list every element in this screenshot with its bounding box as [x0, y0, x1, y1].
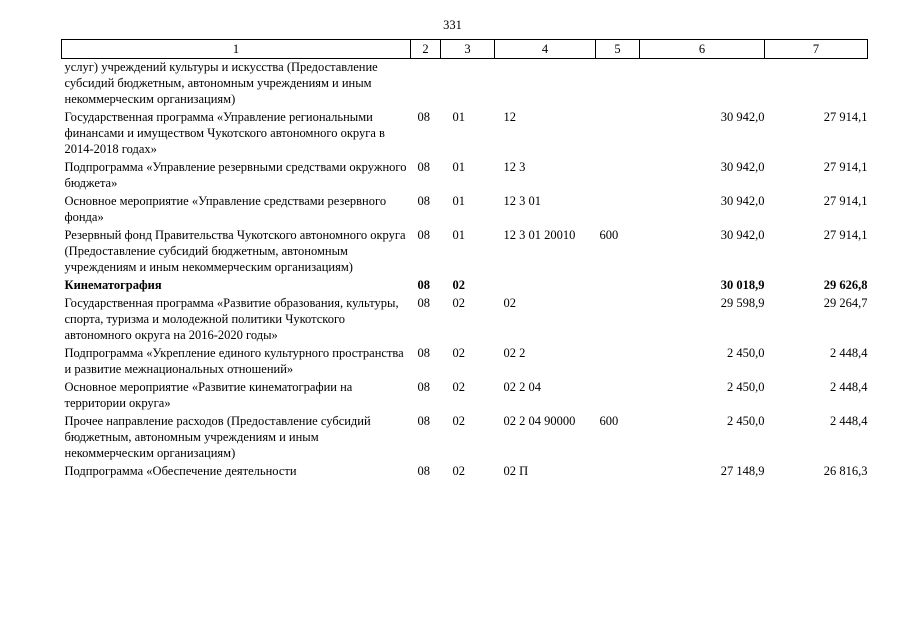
table-row [62, 109, 868, 159]
table-row [62, 413, 868, 463]
subsection-code: 01 [452, 160, 465, 174]
section-code: 08 [417, 278, 430, 292]
item-name: Прочее направление расходов (Предоставление субсидий бюджетным, автономным учреждениям и иным некоммерческим организациям) [64, 414, 371, 460]
executed-amount [765, 59, 868, 110]
target-article-code: 02 2 04 90000 [503, 414, 576, 428]
target-article-code: 02 2 04 [503, 380, 541, 394]
expense-type-code: 600 [599, 228, 619, 242]
approved-amount: 30 018,9 [720, 278, 765, 292]
table-row [62, 159, 868, 193]
target-article-code [495, 59, 596, 110]
expense-type-code [596, 463, 640, 481]
section-code: 08 [417, 414, 430, 428]
column-header: 7 [765, 40, 868, 59]
target-article-code: 02 2 [503, 346, 526, 360]
section-code: 08 [417, 110, 430, 124]
approved-amount: 30 942,0 [720, 110, 765, 124]
table-row [62, 59, 868, 110]
item-name: Основное мероприятие «Управление средствами резервного фонда» [64, 194, 387, 224]
section-code: 08 [417, 346, 430, 360]
expense-type-code [596, 277, 640, 295]
executed-amount: 27 914,1 [823, 194, 868, 208]
executed-amount: 2 448,4 [830, 380, 868, 394]
table-body [62, 59, 868, 482]
item-name: Подпрограмма «Управление резервными средствами окружного бюджета» [64, 160, 407, 190]
target-article-code: 02 П [503, 464, 529, 478]
subsection-code: 01 [452, 228, 465, 242]
executed-amount: 29 626,8 [823, 278, 868, 292]
expense-type-code [596, 345, 640, 379]
subsection-code: 02 [452, 380, 465, 394]
target-article-code: 02 [503, 296, 516, 310]
table-row [62, 463, 868, 481]
executed-amount: 2 448,4 [830, 346, 868, 360]
target-article-code [495, 277, 596, 295]
budget-table [61, 39, 868, 481]
subsection-code: 02 [452, 464, 465, 478]
approved-amount: 2 450,0 [727, 414, 765, 428]
executed-amount: 26 816,3 [823, 464, 868, 478]
table-row [62, 295, 868, 345]
column-number-row [62, 40, 868, 59]
table-row [62, 277, 868, 295]
column-header: 4 [495, 40, 596, 59]
item-name: Резервный фонд Правительства Чукотского автономного округа (Предоставление субсидий бюджетным, автономным учреждениям и иным некоммерческим организациям) [64, 228, 406, 274]
executed-amount: 29 264,7 [823, 296, 868, 310]
approved-amount: 30 942,0 [720, 194, 765, 208]
table-row [62, 227, 868, 277]
item-name: Подпрограмма «Обеспечение деятельности [64, 464, 297, 478]
executed-amount: 27 914,1 [823, 110, 868, 124]
item-name: Государственная программа «Развитие образования, культуры, спорта, туризма и молодежной политики Чукотского автономного округа на 2016-2020 годы» [64, 296, 399, 342]
item-name: Кинематография [64, 278, 162, 292]
approved-amount: 30 942,0 [720, 160, 765, 174]
section-code: 08 [417, 228, 430, 242]
subsection-code: 01 [452, 194, 465, 208]
expense-type-code [596, 193, 640, 227]
section-code: 08 [417, 296, 430, 310]
subsection-code: 02 [452, 414, 465, 428]
expense-type-code: 600 [599, 414, 619, 428]
table-row [62, 193, 868, 227]
approved-amount: 29 598,9 [720, 296, 765, 310]
section-code: 08 [417, 194, 430, 208]
section-code [411, 59, 441, 110]
column-header: 3 [441, 40, 495, 59]
executed-amount: 27 914,1 [823, 160, 868, 174]
expense-type-code [596, 159, 640, 193]
item-name: Подпрограмма «Укрепление единого культурного пространства и развитие межнациональных отношений» [64, 346, 404, 376]
subsection-code: 02 [452, 278, 465, 292]
subsection-code: 02 [452, 296, 465, 310]
item-name: Основное мероприятие «Развитие кинематографии на территории округа» [64, 380, 353, 410]
column-header: 1 [62, 40, 411, 59]
target-article-code: 12 3 01 [503, 194, 541, 208]
executed-amount: 27 914,1 [823, 228, 868, 242]
expense-type-code [596, 109, 640, 159]
column-header: 5 [596, 40, 640, 59]
column-header: 2 [411, 40, 441, 59]
expense-type-code [596, 295, 640, 345]
section-code: 08 [417, 464, 430, 478]
approved-amount: 2 450,0 [727, 346, 765, 360]
table-row [62, 345, 868, 379]
item-name: услуг) учреждений культуры и искусства (Предоставление субсидий бюджетным, автономным учреждениям и иным некоммерческим организациям) [64, 60, 378, 106]
column-header: 6 [640, 40, 765, 59]
item-name: Государственная программа «Управление региональными финансами и имуществом Чукотского автономного округа в 2014-2018 годах» [64, 110, 385, 156]
target-article-code: 12 3 01 20010 [503, 228, 576, 242]
section-code: 08 [417, 380, 430, 394]
approved-amount: 2 450,0 [727, 380, 765, 394]
page-number: 331 [443, 18, 462, 32]
approved-amount: 27 148,9 [720, 464, 765, 478]
target-article-code: 12 3 [503, 160, 526, 174]
executed-amount: 2 448,4 [830, 414, 868, 428]
section-code: 08 [417, 160, 430, 174]
expense-type-code [596, 379, 640, 413]
approved-amount: 30 942,0 [720, 228, 765, 242]
table-row [62, 379, 868, 413]
subsection-code: 01 [452, 110, 465, 124]
expense-type-code [596, 59, 640, 110]
subsection-code: 02 [452, 346, 465, 360]
subsection-code [441, 59, 495, 110]
target-article-code: 12 [503, 110, 516, 124]
approved-amount [640, 59, 765, 110]
